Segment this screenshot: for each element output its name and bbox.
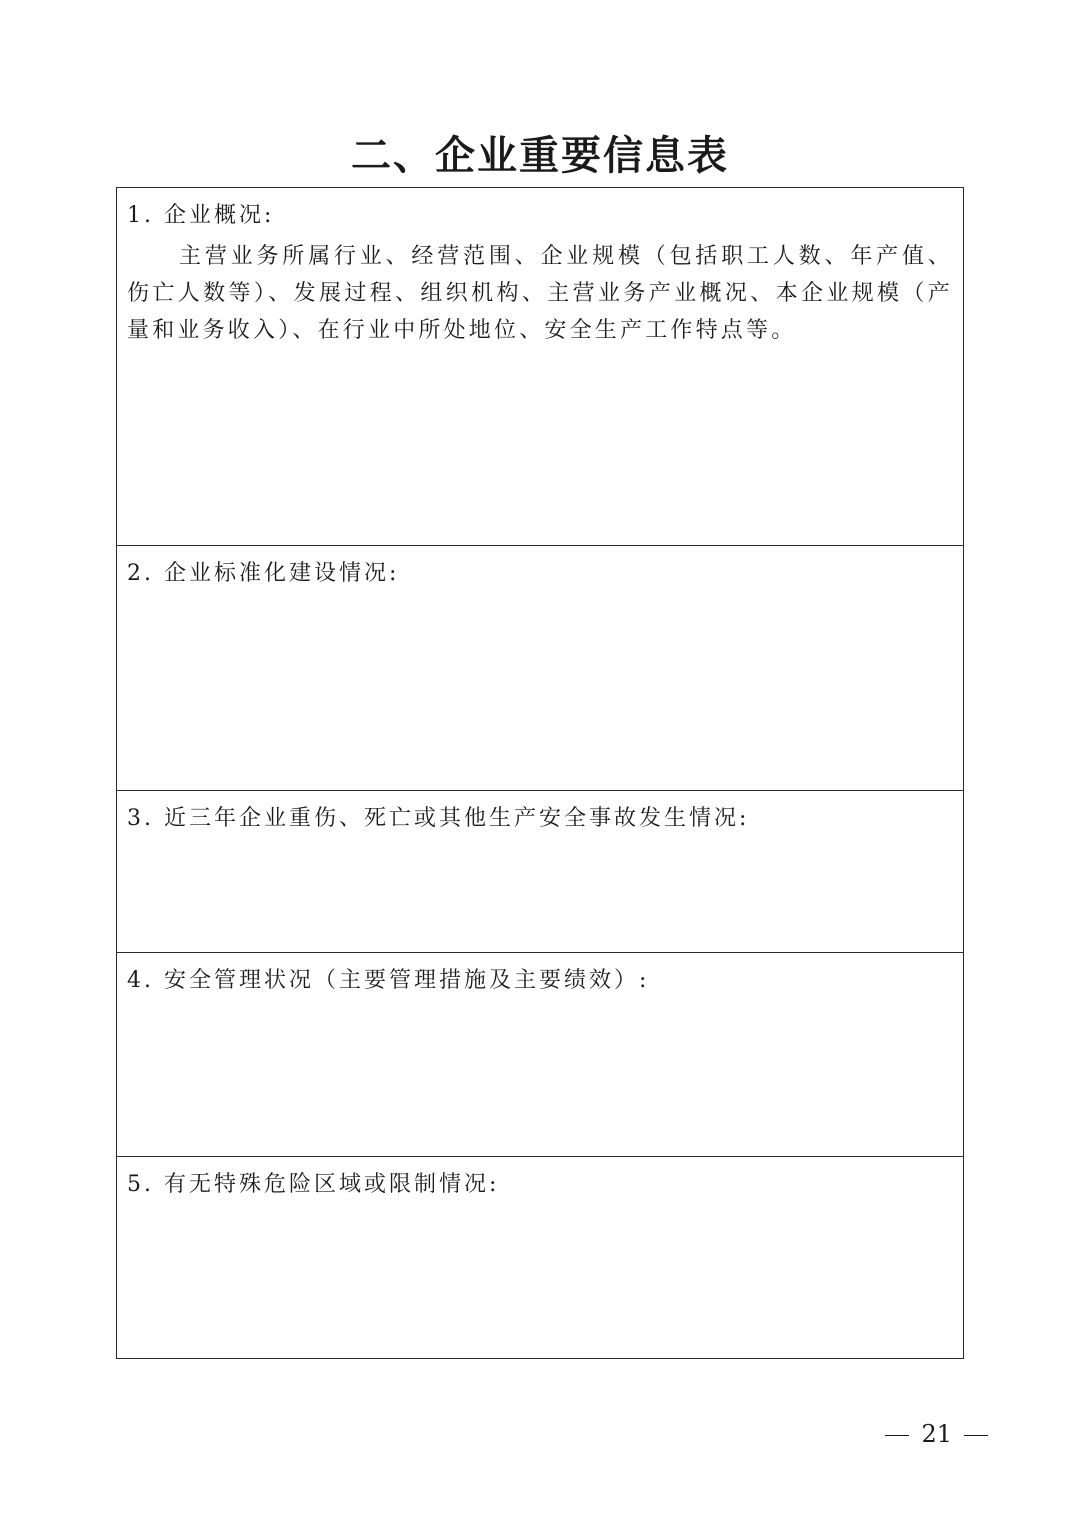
row-heading-standardization: 2. 企业标准化建设情况:	[127, 561, 400, 586]
page-number-value: 21	[921, 1420, 952, 1448]
info-table	[116, 187, 964, 1359]
row-body-overview: 主营业务所属行业、经营范围、企业规模（包括职工人数、年产值、伤亡人数等）、发展过程、组织机构、主营业务产业概况、本企业规模（产量和业务收入）、在行业中所处地位、安全生产工作特点等。	[127, 244, 953, 343]
row-heading-overview: 1. 企业概况:	[127, 203, 275, 228]
table-row-accidents	[117, 791, 963, 953]
row-heading-hazard-areas: 5. 有无特殊危险区域或限制情况:	[127, 1172, 500, 1197]
table-row-hazard-areas	[117, 1157, 963, 1357]
page-number-dash-right	[964, 1435, 988, 1436]
page-title: 二、企业重要信息表	[351, 132, 729, 179]
table-row-overview	[117, 188, 963, 546]
table-row-standardization	[117, 546, 963, 791]
row-heading-accidents: 3. 近三年企业重伤、死亡或其他生产安全事故发生情况:	[127, 806, 750, 831]
page-number	[0, 1418, 1000, 1450]
row-heading-safety-management: 4. 安全管理状况（主要管理措施及主要绩效）:	[127, 968, 650, 993]
page-number-dash-left	[885, 1435, 909, 1436]
table-row-safety-management	[117, 953, 963, 1157]
